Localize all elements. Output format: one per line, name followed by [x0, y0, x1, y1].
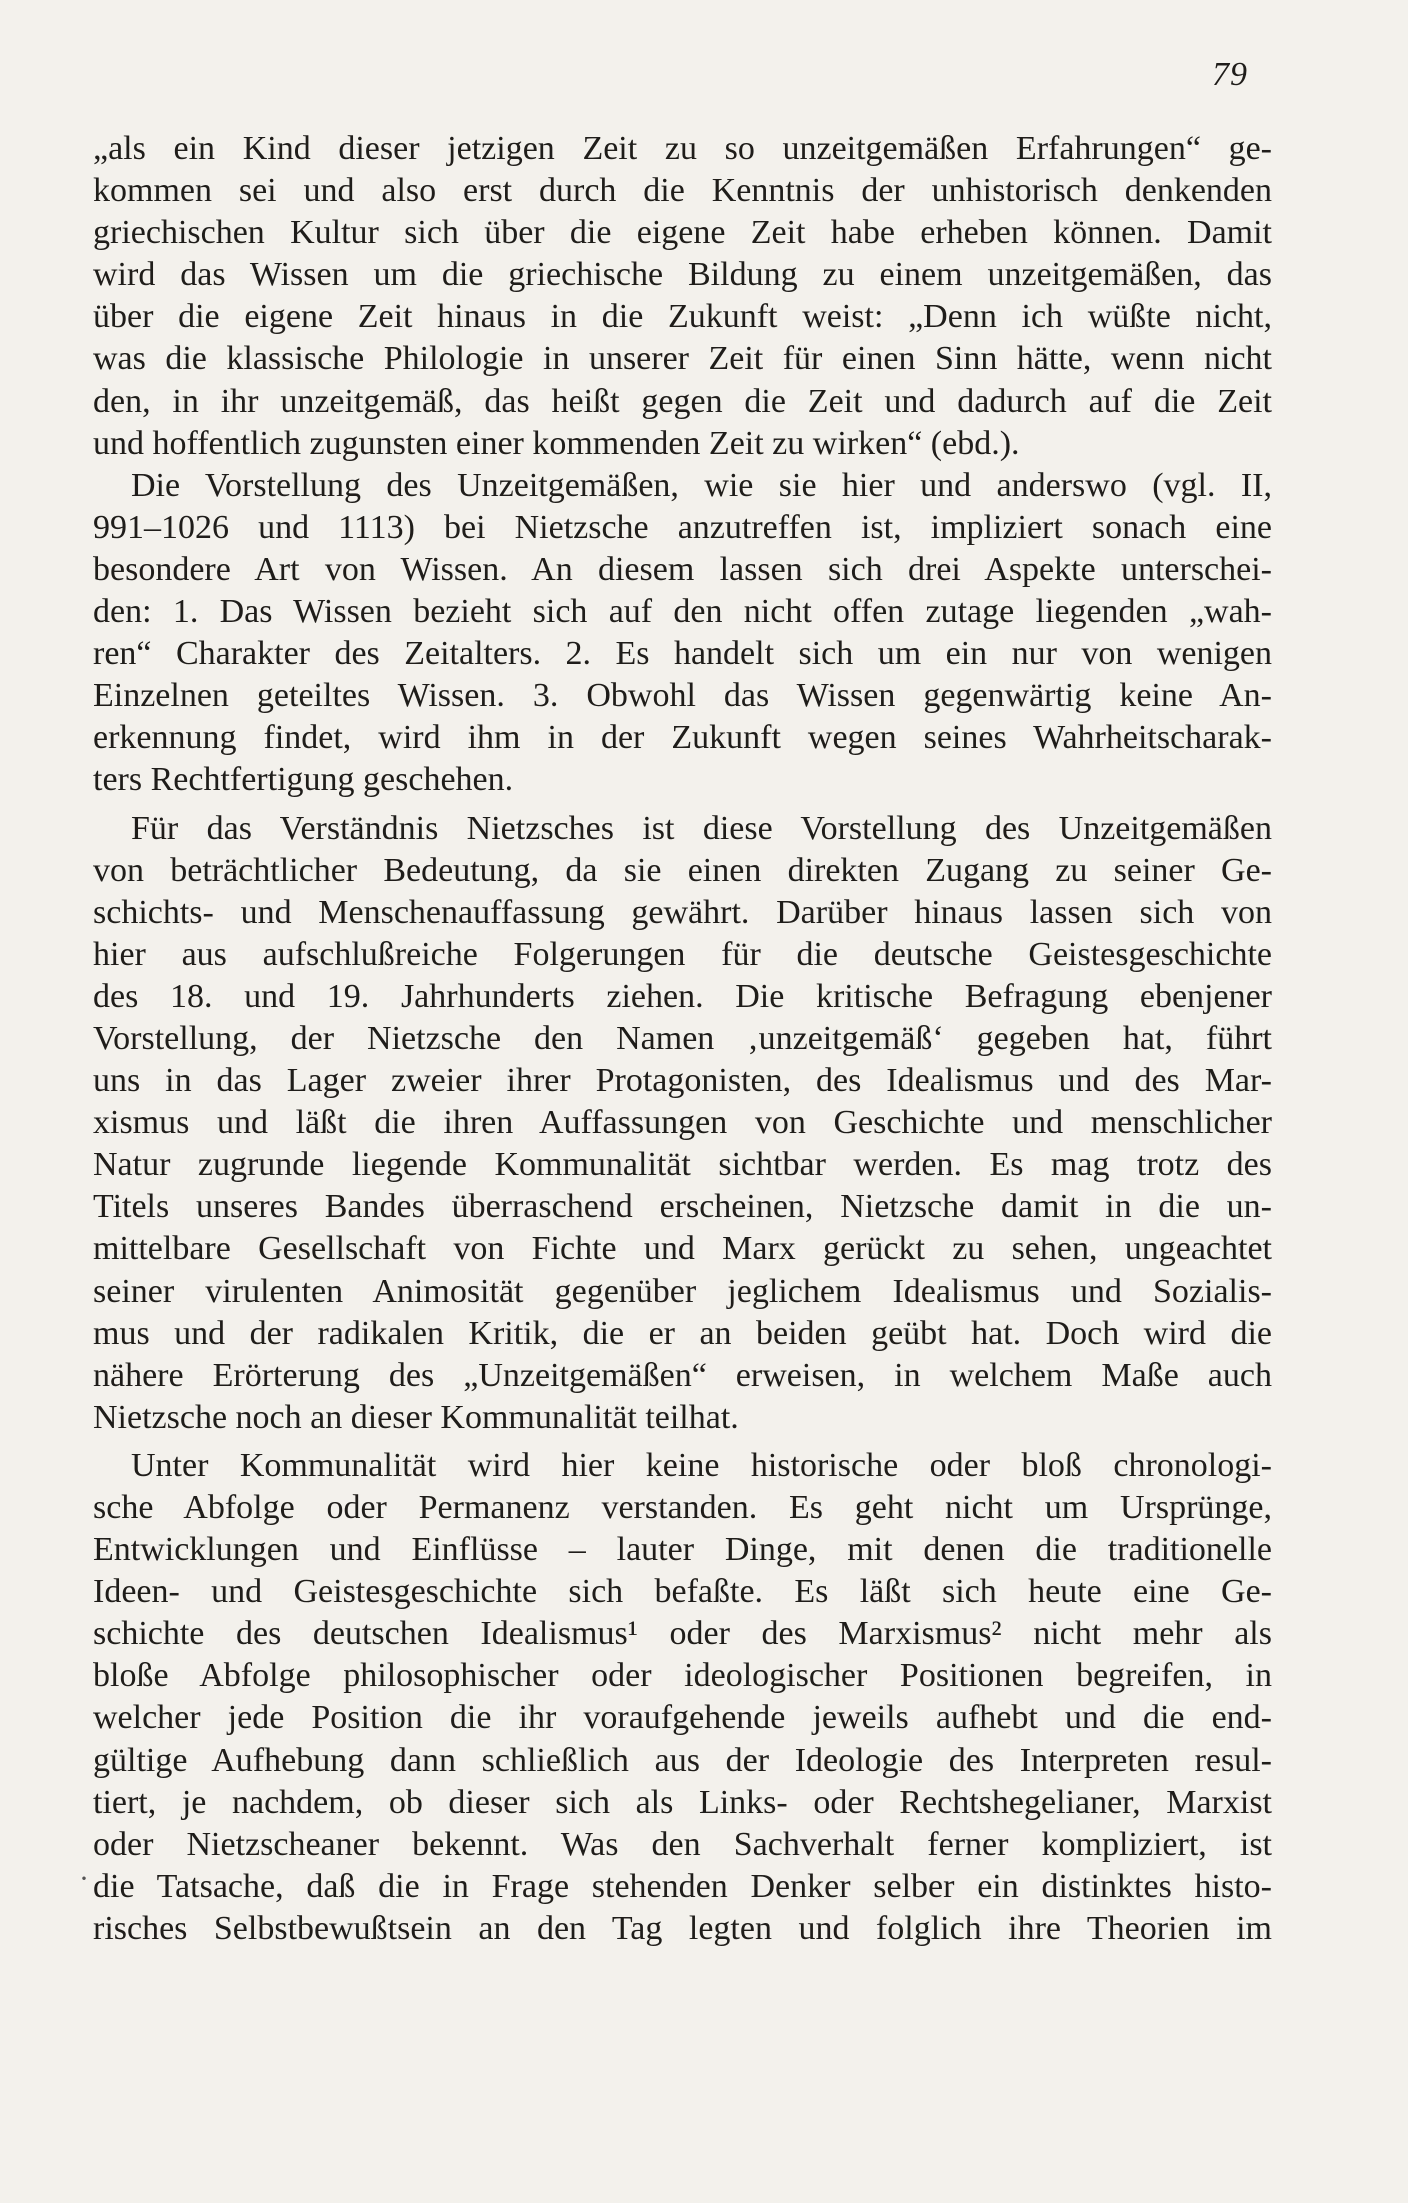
text-line: erkennung findet, wird ihm in der Zukunft wegen seines Wahrheitscharak- [93, 719, 1272, 757]
text-line: schichte des deutschen Idealismus¹ oder des Marxismus² nicht mehr als [93, 1615, 1272, 1653]
text-line: den, in ihr unzeitgemäß, das heißt gegen die Zeit und dadurch auf die Zeit [93, 382, 1272, 420]
page-number: 79 [1212, 56, 1248, 93]
text-line: schichts- und Menschenauffassung gewährt. Darüber hinaus lassen sich von [93, 893, 1272, 931]
margin-mark: · [79, 1862, 89, 1895]
text-line: Vorstellung, der Nietzsche den Namen ‚unzeitgemäß‘ gegeben hat, führt [93, 1019, 1272, 1057]
text-line: Natur zugrunde liegende Kommunalität sichtbar werden. Es mag trotz des [93, 1146, 1272, 1184]
paragraph-4 [93, 1445, 1272, 1950]
text-line: Für das Verständnis Nietzsches ist diese Vorstellung des Unzeitgemäßen [131, 809, 1272, 847]
text-line: xismus und läßt die ihren Auffassungen von Geschichte und menschlicher [93, 1104, 1272, 1142]
text-line: bloße Abfolge philosophischer oder ideologischer Positionen begreifen, in [93, 1657, 1272, 1695]
text-line: was die klassische Philologie in unserer Zeit für einen Sinn hätte, wenn nicht [93, 340, 1272, 378]
text-line: Titels unseres Bandes überraschend erscheinen, Nietzsche damit in die un- [93, 1188, 1272, 1226]
text-line: griechischen Kultur sich über die eigene Zeit habe erheben können. Damit [93, 214, 1272, 252]
text-line: Einzelnen geteiltes Wissen. 3. Obwohl das Wissen gegenwärtig keine An- [93, 677, 1272, 715]
text-line: wird das Wissen um die griechische Bildung zu einem unzeitgemäßen, das [93, 256, 1272, 294]
text-line: sche Abfolge oder Permanenz verstanden. Es geht nicht um Ursprünge, [93, 1489, 1272, 1526]
text-line: uns in das Lager zweier ihrer Protagonisten, des Idealismus und des Mar- [93, 1062, 1272, 1100]
text-line: den: 1. Das Wissen bezieht sich auf den nicht offen zutage liegenden „wah- [93, 593, 1272, 631]
text-line: Die Vorstellung des Unzeitgemäßen, wie sie hier und anderswo (vgl. II, [131, 466, 1272, 504]
text-line: mittelbare Gesellschaft von Fichte und Marx gerückt zu sehen, ungeachtet [93, 1230, 1272, 1268]
text-line: von beträchtlicher Bedeutung, da sie einen direkten Zugang zu seiner Ge- [93, 851, 1272, 889]
text-line: mus und der radikalen Kritik, die er an beiden geübt hat. Doch wird die [93, 1314, 1272, 1352]
text-line: risches Selbstbewußtsein an den Tag legten und folglich ihre Theorien im [93, 1909, 1272, 1947]
text-line: kommen sei und also erst durch die Kenntnis der unhistorisch denkenden [93, 172, 1272, 210]
text-line: nähere Erörterung des „Unzeitgemäßen“ erweisen, in welchem Maße auch [93, 1356, 1272, 1394]
text-line: über die eigene Zeit hinaus in die Zukunft weist: „Denn ich wüßte nicht, [93, 298, 1272, 336]
text-line: und hoffentlich zugunsten einer kommenden Zeit zu wirken“ (ebd.). [93, 424, 1020, 462]
text-line: ren“ Charakter des Zeitalters. 2. Es handelt sich um ein nur von wenigen [93, 635, 1272, 673]
text-line: oder Nietzscheaner bekennt. Was den Sachverhalt ferner kompliziert, ist [93, 1825, 1272, 1863]
text-line: Nietzsche noch an dieser Kommunalität teilhat. [93, 1398, 739, 1436]
text-line: Ideen- und Geistesgeschichte sich befaßte. Es läßt sich heute eine Ge- [93, 1573, 1272, 1611]
text-line: „als ein Kind dieser jetzigen Zeit zu so unzeitgemäßen Erfahrungen“ ge- [93, 130, 1272, 167]
paragraph-2 [93, 465, 1272, 802]
text-line: gültige Aufhebung dann schließlich aus der Ideologie des Interpreten resul- [93, 1741, 1272, 1779]
text-line: hier aus aufschlußreiche Folgerungen für die deutsche Geistesgeschichte [93, 935, 1272, 973]
text-line: besondere Art von Wissen. An diesem lassen sich drei Aspekte unterschei- [93, 550, 1272, 588]
paragraph-3 [93, 808, 1272, 1439]
paragraph-1 [93, 128, 1272, 465]
text-line: tiert, je nachdem, ob dieser sich als Links- oder Rechtshegelianer, Marxist [93, 1783, 1272, 1821]
text-line: welcher jede Position die ihr voraufgehende jeweils aufhebt und die end- [93, 1699, 1272, 1737]
text-line: ters Rechtfertigung geschehen. [93, 761, 514, 799]
text-line: des 18. und 19. Jahrhunderts ziehen. Die kritische Befragung ebenjener [93, 977, 1272, 1015]
text-line: die Tatsache, daß die in Frage stehenden Denker selber ein distinktes histo- [93, 1867, 1272, 1905]
text-line: Entwicklungen und Einflüsse – lauter Dinge, mit denen die traditionelle [93, 1531, 1272, 1569]
text-line: Unter Kommunalität wird hier keine historische oder bloß chronologi- [131, 1446, 1272, 1484]
text-line: 991–1026 und 1113) bei Nietzsche anzutreffen ist, impliziert sonach eine [93, 508, 1272, 546]
body-text [93, 128, 1272, 1950]
text-line: seiner virulenten Animosität gegenüber jeglichem Idealismus und Sozialis- [93, 1272, 1272, 1310]
